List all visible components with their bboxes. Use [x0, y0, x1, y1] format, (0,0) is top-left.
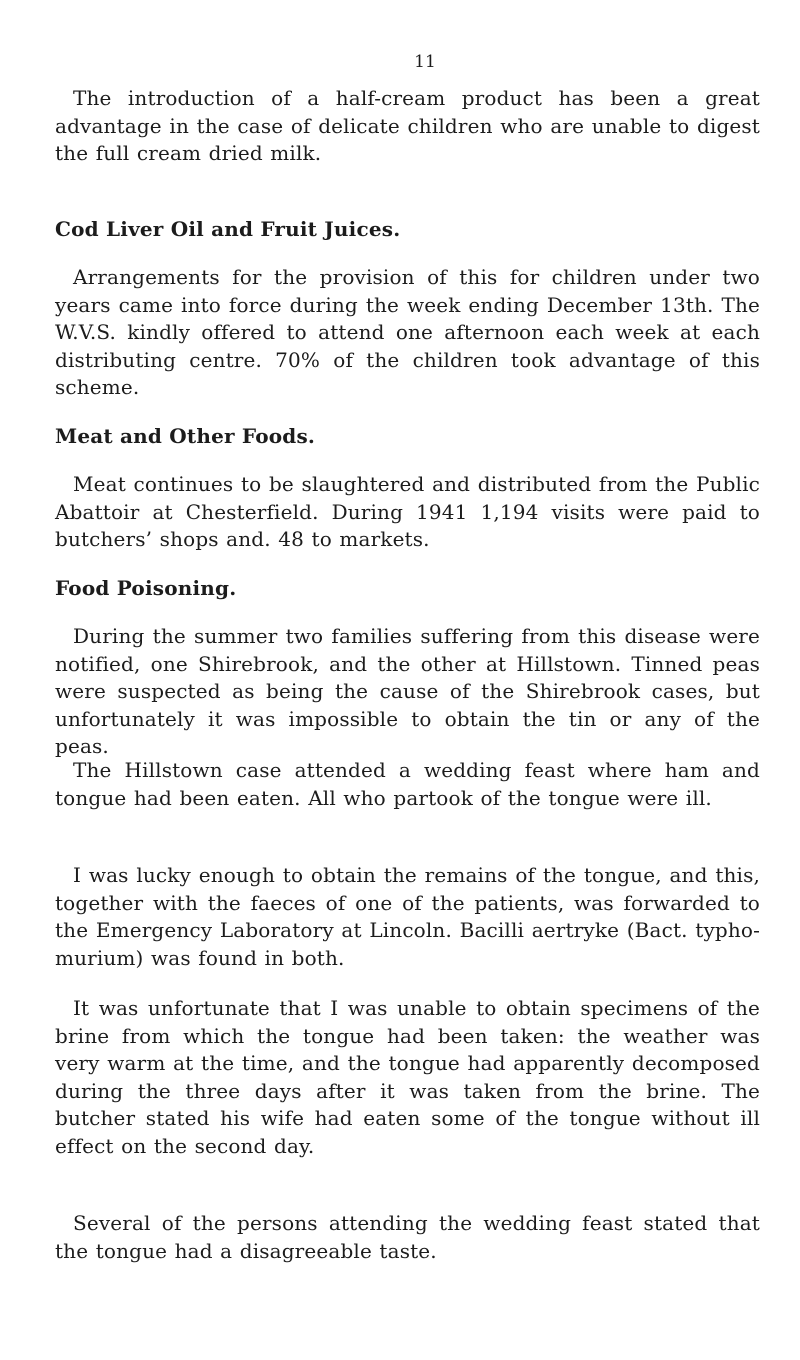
heading-meat: Meat and Other Foods.: [55, 424, 316, 448]
paragraph-food-poisoning-4: It was unfortunate that I was unable to obtain specimens of the brine from which the tongue had been taken: the weather was very warm at the time, and the tongue had apparently decomposed during the three days after it was taken from the brine. The butcher stated his wife had eaten some of the tongue without ill effect on the second day.: [55, 996, 760, 1158]
page-number: 11: [414, 52, 436, 72]
paragraph-meat: Meat continues to be slaughtered and distributed from the Public Abattoir at Chesterfield. During 1941 1,194 visits were paid to butchers’ shops and. 48 to markets.: [55, 472, 760, 551]
paragraph-food-poisoning-1: During the summer two families suffering from this disease were notified, one Shirebrook, and the other at Hillstown. Tinned peas were suspected as being the cause of the Shirebrook cases, but unfortunately it was impossible to obtain the tin or any of the peas.: [55, 624, 760, 758]
heading-food-poisoning: Food Poisoning.: [55, 576, 237, 600]
paragraph-food-poisoning-3: I was lucky enough to obtain the remains of the tongue, and this, together with the faeces of one of the patients, was forwarded to the Emergency Laboratory at Lincoln. Bacilli aertryke (Bact. typho-murium) was found in both.: [55, 863, 760, 970]
paragraph-food-poisoning-5: Several of the persons attending the wedding feast stated that the tongue had a disagreeable taste.: [55, 1211, 760, 1263]
heading-cod-liver-oil: Cod Liver Oil and Fruit Juices.: [55, 217, 401, 241]
paragraph-intro: The introduction of a half-cream product has been a great advantage in the case of delicate children who are unable to digest the full cream dried milk.: [55, 86, 760, 165]
paragraph-cod-liver-oil: Arrangements for the provision of this for children under two years came into force during the week ending December 13th. The W.V.S. kindly offered to attend one afternoon each week at each distributing centre. 70% of the children took advantage of this scheme.: [55, 265, 760, 399]
paragraph-food-poisoning-2: The Hillstown case attended a wedding feast where ham and tongue had been eaten. All who partook of the tongue were ill.: [55, 758, 760, 810]
